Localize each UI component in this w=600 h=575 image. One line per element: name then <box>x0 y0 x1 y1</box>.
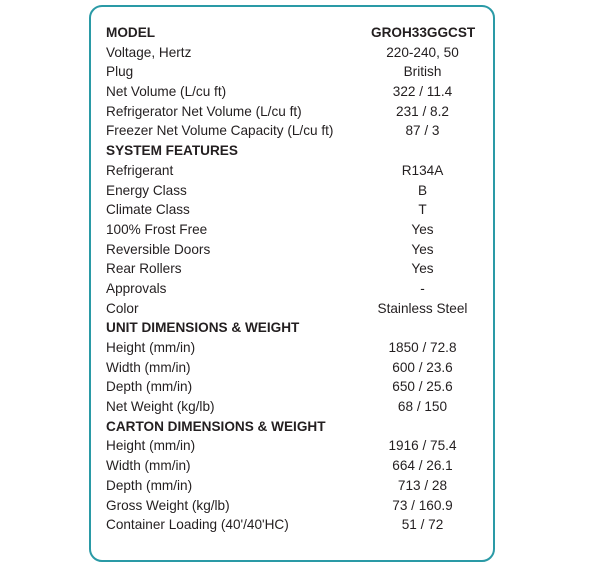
spec-row <box>106 102 484 122</box>
spec-row <box>106 259 484 279</box>
spec-label: 100% Frost Free <box>106 221 208 237</box>
section-heading-value: GROH33GGCST <box>371 25 476 41</box>
spec-label: Gross Weight (kg/lb) <box>106 497 230 513</box>
section-heading-row <box>106 318 484 338</box>
spec-label: Color <box>106 300 139 316</box>
spec-row <box>106 515 484 535</box>
spec-label: Reversible Doors <box>106 241 211 257</box>
spec-label: Height (mm/in) <box>106 340 196 356</box>
spec-label: Net Weight (kg/lb) <box>106 399 215 415</box>
spec-row <box>106 338 484 358</box>
spec-row <box>106 43 484 63</box>
spec-value: Yes <box>411 261 434 277</box>
spec-row <box>106 220 484 240</box>
spec-label: Energy Class <box>106 182 187 198</box>
spec-row <box>106 456 484 476</box>
section-heading-label: CARTON DIMENSIONS & WEIGHT <box>106 418 326 434</box>
spec-label: Refrigerator Net Volume (L/cu ft) <box>106 103 302 119</box>
spec-value: 68 / 150 <box>397 399 448 415</box>
spec-label: Climate Class <box>106 202 190 218</box>
spec-row <box>106 240 484 260</box>
spec-value: T <box>418 202 427 218</box>
spec-value: 51 / 72 <box>401 517 444 533</box>
spec-row <box>106 358 484 378</box>
spec-value: Stainless Steel <box>377 300 468 316</box>
spec-label: Refrigerant <box>106 162 174 178</box>
spec-value: 73 / 160.9 <box>392 497 453 513</box>
spec-label: Container Loading (40'/40'HC) <box>106 517 289 533</box>
spec-row <box>106 496 484 516</box>
section-heading-label: MODEL <box>106 25 156 41</box>
spec-value: 87 / 3 <box>405 123 440 139</box>
spec-value: B <box>417 182 428 198</box>
spec-label: Rear Rollers <box>106 261 182 277</box>
spec-row <box>106 299 484 319</box>
spec-value: 600 / 23.6 <box>392 359 453 375</box>
spec-value: 650 / 25.6 <box>392 379 453 395</box>
spec-row <box>106 181 484 201</box>
section-heading-label: UNIT DIMENSIONS & WEIGHT <box>106 320 300 336</box>
spec-value: Yes <box>411 241 434 257</box>
spec-label: Depth (mm/in) <box>106 477 193 493</box>
spec-value: 713 / 28 <box>397 477 448 493</box>
spec-row <box>106 279 484 299</box>
spec-label: Net Volume (L/cu ft) <box>106 84 227 100</box>
spec-value: 231 / 8.2 <box>396 103 449 119</box>
spec-label: Width (mm/in) <box>106 359 191 375</box>
spec-row <box>106 62 484 82</box>
spec-row <box>106 397 484 417</box>
spec-label: Depth (mm/in) <box>106 379 193 395</box>
spec-row <box>106 436 484 456</box>
section-heading-row <box>106 417 484 437</box>
section-heading-row <box>106 23 484 43</box>
section-heading-label: SYSTEM FEATURES <box>106 143 238 159</box>
spec-row <box>106 161 484 181</box>
spec-row <box>106 377 484 397</box>
spec-value: Yes <box>411 221 434 237</box>
spec-row <box>106 121 484 141</box>
spec-value: 322 / 11.4 <box>392 84 453 100</box>
spec-label: Voltage, Hertz <box>106 44 192 60</box>
spec-label: Height (mm/in) <box>106 438 196 454</box>
spec-value: 220-240, 50 <box>386 44 459 60</box>
section-heading-row <box>106 141 484 161</box>
spec-row <box>106 82 484 102</box>
spec-row <box>106 476 484 496</box>
spec-table <box>106 23 484 535</box>
spec-value: - <box>420 280 425 296</box>
spec-value: 1850 / 72.8 <box>388 340 457 356</box>
spec-row <box>106 200 484 220</box>
spec-label: Width (mm/in) <box>106 458 191 474</box>
spec-value: 1916 / 75.4 <box>388 438 457 454</box>
spec-label: Approvals <box>106 280 167 296</box>
spec-sheet-card <box>89 5 495 562</box>
spec-label: Plug <box>106 64 134 80</box>
spec-value: R134A <box>401 162 444 178</box>
spec-label: Freezer Net Volume Capacity (L/cu ft) <box>106 123 334 139</box>
spec-value: 664 / 26.1 <box>392 458 453 474</box>
spec-value: British <box>403 64 442 80</box>
